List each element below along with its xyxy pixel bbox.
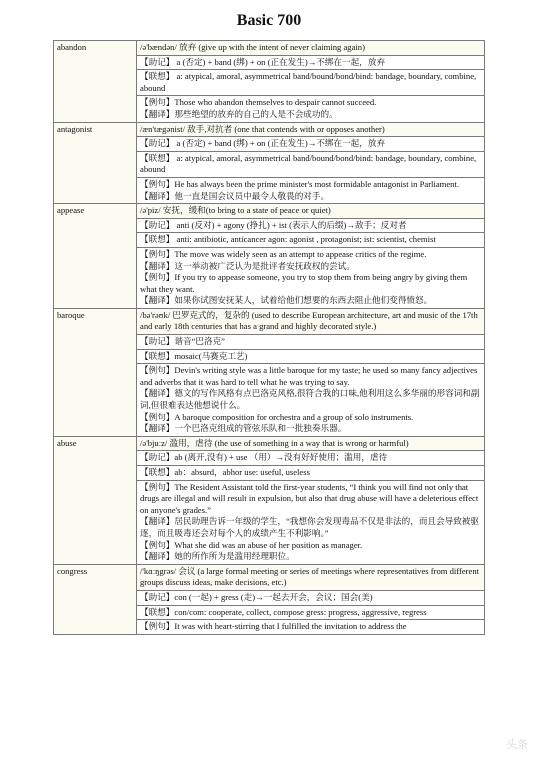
entry-line: 【联想】con/com: cooperate, collect, compose gress: progress, aggressive, regress [140,606,427,617]
entry-line: 【翻译】一个巴洛克组成的管弦乐队和一批独奏乐器。 [140,423,347,434]
table-row [54,436,485,451]
entry-line: 【助记】谐音“巴洛克” [140,336,225,347]
entry-line: /ə'bjuːz/ 滥用，虐待 (the use of something in a way that is wrong or harmful) [140,437,409,448]
detail-cell [137,218,485,233]
entry-line: 【例句】He has always been the prime minister's most formidable antagonist in Parliament. [140,178,459,189]
definition-cell [137,436,485,451]
detail-cell [137,137,485,152]
definition-cell [137,41,485,56]
detail-cell [137,349,485,364]
definition-cell [137,122,485,137]
entry-line: 【翻译】德文的写作风格有点巴洛克风格,很符合我的口味,他利用这么多华丽的形容词和副词,但很难表达他想说什么。 [140,388,480,411]
entry-line: /'kɑːŋgrəs/ 会议 (a large formal meeting or series of meetings where representatives from different groups discuss ideas, make decisions, etc.) [140,565,480,588]
entry-line: 【例句】What she did was an abuse of her position as manager. [140,539,363,550]
vocab-table-body [54,41,485,635]
headword: appease [54,204,137,309]
table-row [54,564,485,590]
headword: abandon [54,41,137,123]
watermark: 头条 [506,739,528,751]
detail-cell [137,364,485,437]
entry-line: /ə'bændən/ 放弃 (give up with the intent of never claiming again) [140,42,365,52]
entry-line: 【例句】Devin's writing style was a little baroque for my taste; he used so many fancy adjectives and adverbs that it was hard to tell what he was trying to say. [140,365,478,387]
headword: antagonist [54,122,137,204]
detail-cell [137,605,485,620]
entry-line: 【例句】A baroque composition for orchestra and a group of solo instruments. [140,411,414,422]
entry-line: 【例句】Those who abandon themselves to despair cannot succeed. [140,97,377,108]
detail-cell [137,451,485,466]
page-title: Basic 700 [236,12,302,29]
entry-line: 【翻译】他一直是国会议员中最令人敬畏的对手。 [140,190,330,201]
entry-line: 【例句】The move was widely seen as an attempt to appease critics of the regime. [140,248,427,259]
detail-cell [137,620,485,635]
entry-line: 【联想】 a: atypical, amoral, asymmetrical band/bound/bond/bind: bandage, boundary, combine, abound [140,71,477,93]
headword: congress [54,564,137,634]
entry-line: 【翻译】居民助理告诉一年级的学生，“我想你会发现毒品不仅是非法的，而且会导致被驱逐，而且吸毒还会对每个人的成绩产生不利影响。” [140,516,479,538]
entry-line: 【联想】 a: atypical, amoral, asymmetrical band/bound/bond/bind: bandage, boundary, combine, abound [140,152,477,175]
detail-cell [137,247,485,308]
entry-line: 【助记】con (一起) + gress (走)→一起去开会，会议；国会(美) [140,591,373,602]
entry-line: 【联想】ab：absurd，abhor use: useful, useless [140,467,310,477]
entry-line: 【例句】If you try to appease someone, you try to stop them from being angry by giving them what they want. [140,272,468,294]
table-row [54,122,485,137]
entry-line: 【翻译】如果你试图安抚某人，试着给他们想要的东西去阻止他们变得愤怒。 [140,295,433,306]
detail-cell [137,590,485,605]
detail-cell [137,96,485,122]
entry-line: 【助记】ab (离开,没有) + use （用）→没有好好使用；滥用，虐待 [140,452,388,463]
detail-cell [137,480,485,564]
entry-line: 【翻译】她的所作所为是滥用经理职位。 [140,551,295,562]
detail-cell [137,335,485,350]
vocab-table [53,40,485,635]
entry-line: /æn'tægənist/ 敌手,对抗者 (one that contends with or opposes another) [140,123,385,134]
detail-cell [137,233,485,248]
table-row [54,41,485,56]
entry-line: 【翻译】那些绝望的放弃的自己的人是不会成功的。 [140,108,338,119]
entry-line: 【联想】 anti: antibiotic, anticancer agon: agonist , protagonist; ist: scientist, chemist [140,234,436,245]
entry-line: 【翻译】这一举动被广泛认为是批评者安抚政权的尝试。 [140,260,355,271]
definition-cell [137,204,485,219]
detail-cell [137,466,485,481]
detail-cell [137,177,485,203]
entry-line: 【助记】 a (否定) + band (绑) + on (正在发生)→不绑在一起，放弃 [140,138,386,149]
definition-cell [137,564,485,590]
table-row [54,308,485,334]
entry-line: /ə'piz/ 安抚，缓和(to bring to a state of peace or quiet) [140,205,331,216]
definition-cell [137,308,485,334]
entry-line: 【助记】 a (否定) + band (绑) + on (正在发生)→不绑在一起，放弃 [140,56,386,67]
entry-line: /bə'rəʊk/ 巴罗克式的，复杂的 (used to describe European architecture, art and music of the 17th and early 18th centuries that has a grand and highly decorated style.) [140,309,478,332]
headword: abuse [54,436,137,564]
headword: baroque [54,308,137,436]
entry-line: 【联想】mosaic(马赛克工艺) [140,350,248,361]
detail-cell [137,55,485,70]
detail-cell [137,151,485,177]
table-row [54,204,485,219]
entry-line: 【例句】The Resident Assistant told the first-year students, “I think you will find not only that drugs are illegal and will result in expulsion, but also that drug abuse will have a deleterious effect on anyone's grades.” [140,481,479,515]
entry-line: 【例句】It was with heart-stirring that I fulfilled the invitation to address the [140,621,407,632]
entry-line: 【助记】 anti (反对) + agony (挣扎) + ist (表示人的后缀)→敌手；反对者 [140,219,407,230]
detail-cell [137,70,485,96]
